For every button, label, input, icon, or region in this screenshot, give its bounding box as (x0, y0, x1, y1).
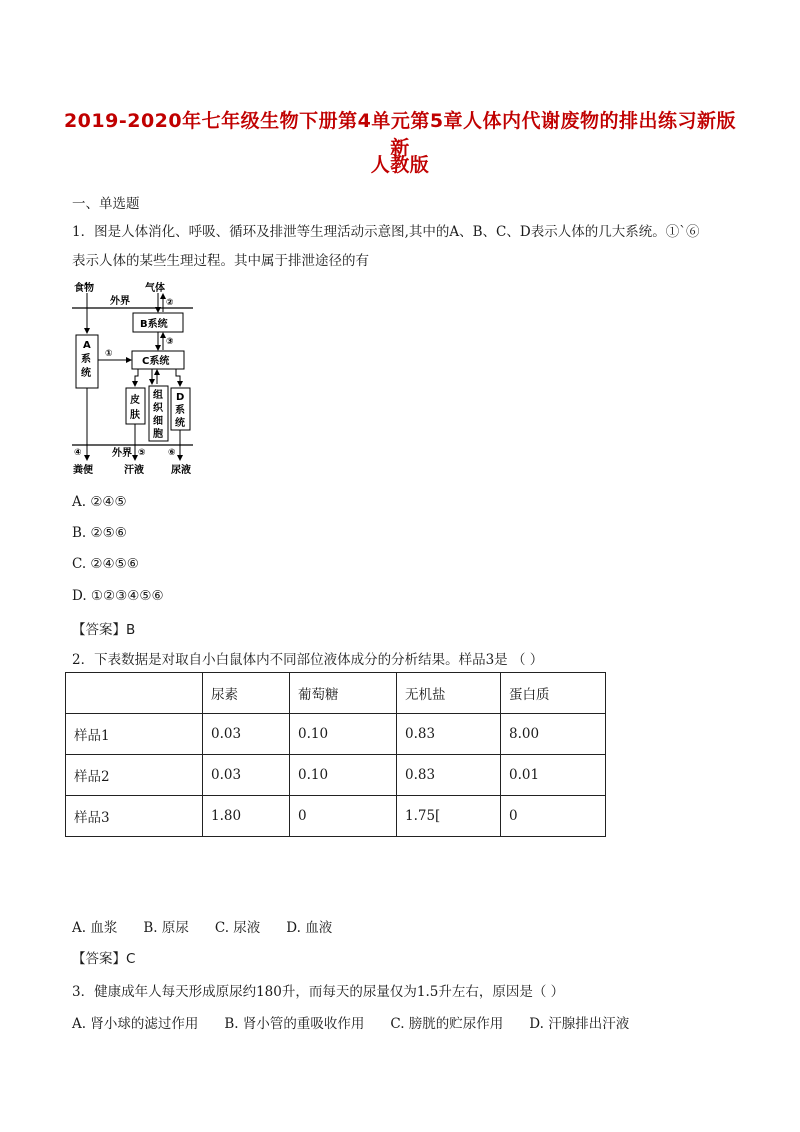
label-d-3: 统 (175, 418, 185, 429)
q3-option-b: B. 肾小管的重吸收作用 (224, 1016, 365, 1032)
label-outside-top: 外界 (110, 296, 130, 307)
q2-answer: 【答案】C (72, 951, 136, 967)
table-header-cell: 葡萄糖 (290, 673, 397, 714)
table-cell: 样品3 (66, 796, 203, 837)
label-d-1: D (176, 392, 185, 403)
sample-analysis-table (65, 672, 606, 837)
q1-option-a: A. ②④⑤ (72, 494, 127, 510)
q1-text-line-2: 表示人体的某些生理过程。其中属于排泄途径的有 (72, 253, 369, 269)
table-cell: 0.03 (203, 714, 290, 755)
label-n6: ⑥ (168, 448, 176, 458)
q3-option-d: D. 汗腺排出汗液 (529, 1016, 630, 1032)
table-row (66, 755, 606, 796)
table-row (66, 796, 606, 837)
table-row (66, 714, 606, 755)
table-header-cell (66, 673, 203, 714)
label-a-3: 统 (81, 368, 91, 379)
label-tissue-3: 细 (153, 416, 163, 427)
label-food: 食物 (74, 283, 94, 294)
q1-option-b: B. ②⑤⑥ (72, 525, 127, 541)
q2-option-a: A. 血浆 (72, 920, 118, 936)
q3-option-a: A. 肾小球的滤过作用 (72, 1016, 199, 1032)
label-d-2: 系 (175, 405, 185, 416)
label-n3: ③ (166, 337, 174, 347)
label-skin-1: 皮 (130, 395, 140, 406)
table-cell: 0.10 (290, 714, 397, 755)
table-header-cell: 尿素 (203, 673, 290, 714)
table-cell: 8.00 (501, 714, 606, 755)
label-skin-2: 肤 (130, 410, 140, 421)
q1-text-line-1: 1．图是人体消化、呼吸、循环及排泄等生理活动示意图,其中的A、B、C、D表示人体的几大系统。①`⑥ (72, 224, 700, 240)
q2-options (72, 916, 358, 936)
physiology-diagram (72, 280, 200, 478)
label-c-system: C系统 (142, 356, 170, 367)
label-b-system: B系统 (140, 319, 168, 330)
q1-answer: 【答案】B (72, 622, 136, 638)
q2-option-b: B. 原尿 (143, 920, 189, 936)
label-gas: 气体 (145, 283, 165, 294)
table-cell: 0.01 (501, 755, 606, 796)
label-n5: ⑤ (138, 448, 146, 458)
table-header-cell: 无机盐 (397, 673, 501, 714)
label-a-1: A (83, 340, 91, 351)
table-cell: 0.10 (290, 755, 397, 796)
table-cell: 0 (290, 796, 397, 837)
q2-text: 2．下表数据是对取自小白鼠体内不同部位液体成分的分析结果。样品3是 （ ） (72, 652, 544, 668)
label-n1: ① (105, 349, 113, 359)
label-feces: 粪便 (73, 465, 93, 476)
document-title-line-2: 人教版 (370, 154, 430, 176)
label-tissue-4: 胞 (153, 429, 163, 440)
q3-options (72, 1012, 655, 1032)
table-header-row (66, 673, 606, 714)
q3-option-c: C. 膀胱的贮尿作用 (390, 1016, 504, 1032)
label-outside-bottom: 外界 (112, 448, 132, 459)
q2-option-c: C. 尿液 (214, 920, 261, 936)
table-cell: 0.83 (397, 755, 501, 796)
q1-option-c: C. ②④⑤⑥ (72, 556, 139, 572)
table-cell: 1.80 (203, 796, 290, 837)
q1-option-d: D. ①②③④⑤⑥ (72, 588, 164, 604)
label-sweat: 汗液 (124, 465, 144, 476)
table-cell: 0.83 (397, 714, 501, 755)
table-cell: 0 (501, 796, 606, 837)
table-header-cell: 蛋白质 (501, 673, 606, 714)
label-a-2: 系 (81, 354, 91, 365)
section-heading: 一、单选题 (72, 196, 140, 212)
label-n2: ② (166, 298, 174, 308)
table-cell: 1.75[ (397, 796, 501, 837)
table-cell: 样品1 (66, 714, 203, 755)
table-cell: 样品2 (66, 755, 203, 796)
label-tissue-2: 织 (153, 403, 163, 414)
table-cell: 0.03 (203, 755, 290, 796)
q3-text: 3．健康成年人每天形成原尿约180升，而每天的尿量仅为1.5升左右，原因是（ ） (72, 984, 565, 1000)
label-tissue-1: 组 (153, 390, 163, 401)
q2-option-d: D. 血液 (286, 920, 333, 936)
document-title-line-1: 2019-2020年七年级生物下册第4单元第5章人体内代谢废物的排出练习新版新 (63, 110, 737, 159)
label-n4: ④ (74, 448, 82, 458)
label-urine: 尿液 (171, 465, 191, 476)
